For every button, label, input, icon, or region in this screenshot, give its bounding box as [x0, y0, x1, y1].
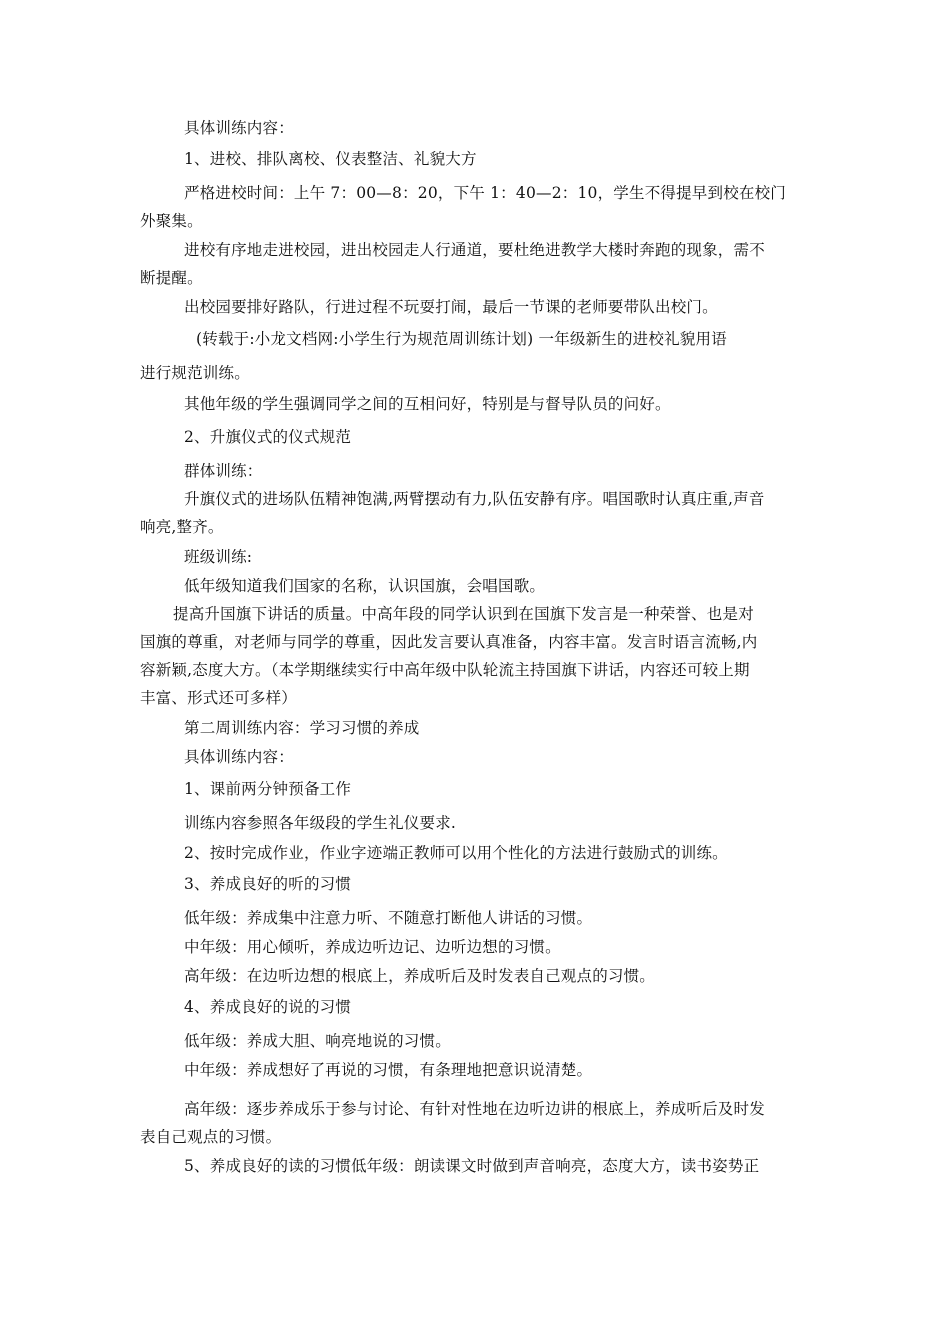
- text-line: 低年级：养成大胆、响亮地说的习惯。: [184, 1032, 451, 1050]
- text-line: 响亮,整齐。: [140, 518, 224, 536]
- text-line: 进校有序地走进校园，进出校园走人行通道，要杜绝进教学大楼时奔跑的现象，需不: [184, 241, 765, 259]
- text-line: (转载于:小龙文档网:小学生行为规范周训练计划) 一年级新生的进校礼貌用语: [196, 330, 727, 348]
- text-line: 5、养成良好的读的习惯低年级：朗读课文时做到声音响亮，态度大方，读书姿势正: [184, 1157, 760, 1175]
- text-line: 4、养成良好的说的习惯: [184, 998, 352, 1016]
- text-line: 出校园要排好路队，行进过程不玩耍打闹，最后一节课的老师要带队出校门。: [184, 298, 718, 316]
- text-line: 1、进校、排队离校、仪表整洁、礼貌大方: [184, 150, 477, 168]
- text-line: 训练内容参照各年级段的学生礼仪要求.: [184, 814, 457, 832]
- text-line: 进行规范训练。: [140, 364, 250, 382]
- text-line: 容新颖,态度大方。（本学期继续实行中高年级中队轮流主持国旗下讲话，内容还可较上期: [140, 661, 750, 679]
- text-line: 群体训练：: [184, 462, 263, 480]
- text-line: 3、养成良好的听的习惯: [184, 875, 352, 893]
- text-line: 具体训练内容：: [184, 748, 294, 766]
- text-line: 中年级：用心倾听，养成边听边记、边听边想的习惯。: [184, 938, 561, 956]
- text-line: 中年级：养成想好了再说的习惯，有条理地把意识说清楚。: [184, 1061, 593, 1079]
- text-line: 2、按时完成作业，作业字迹端正教师可以用个性化的方法进行鼓励式的训练。: [184, 844, 728, 862]
- text-line: 第二周训练内容：学习习惯的养成: [184, 719, 420, 737]
- text-line: 严格进校时间：上午 7：00—8：20，下午 1：40—2：10，学生不得提早到校在校门: [184, 184, 786, 202]
- text-line: 高年级：在边听边想的根底上，养成听后及时发表自己观点的习惯。: [184, 967, 656, 985]
- text-line: 1、课前两分钟预备工作: [184, 780, 352, 798]
- text-line: 外聚集。: [140, 212, 203, 230]
- text-line: 2、升旗仪式的仪式规范: [184, 428, 352, 446]
- text-line: 表自己观点的习惯。: [140, 1128, 282, 1146]
- text-line: 高年级：逐步养成乐于参与讨论、有针对性地在边听边讲的根底上，养成听后及时发: [184, 1100, 765, 1118]
- text-line: 其他年级的学生强调同学之间的互相问好，特别是与督导队员的问好。: [184, 395, 671, 413]
- text-line: 丰富、形式还可多样）: [140, 689, 298, 707]
- text-line: 班级训练:: [184, 548, 253, 566]
- text-line: 断提醒。: [140, 269, 203, 287]
- text-line: 国旗的尊重，对老师与同学的尊重，因此发言要认真准备，内容丰富。发言时语言流畅,内: [140, 633, 758, 651]
- text-line: 升旗仪式的进场队伍精神饱满,两臂摆动有力,队伍安静有序。唱国歌时认真庄重,声音: [184, 490, 765, 508]
- text-line: 低年级：养成集中注意力听、不随意打断他人讲话的习惯。: [184, 909, 593, 927]
- text-line: 具体训练内容：: [184, 119, 294, 137]
- text-line: 低年级知道我们国家的名称，认识国旗，会唱国歌。: [184, 577, 546, 595]
- text-line: 提高升国旗下讲话的质量。中高年段的同学认识到在国旗下发言是一种荣誉、也是对: [173, 605, 754, 623]
